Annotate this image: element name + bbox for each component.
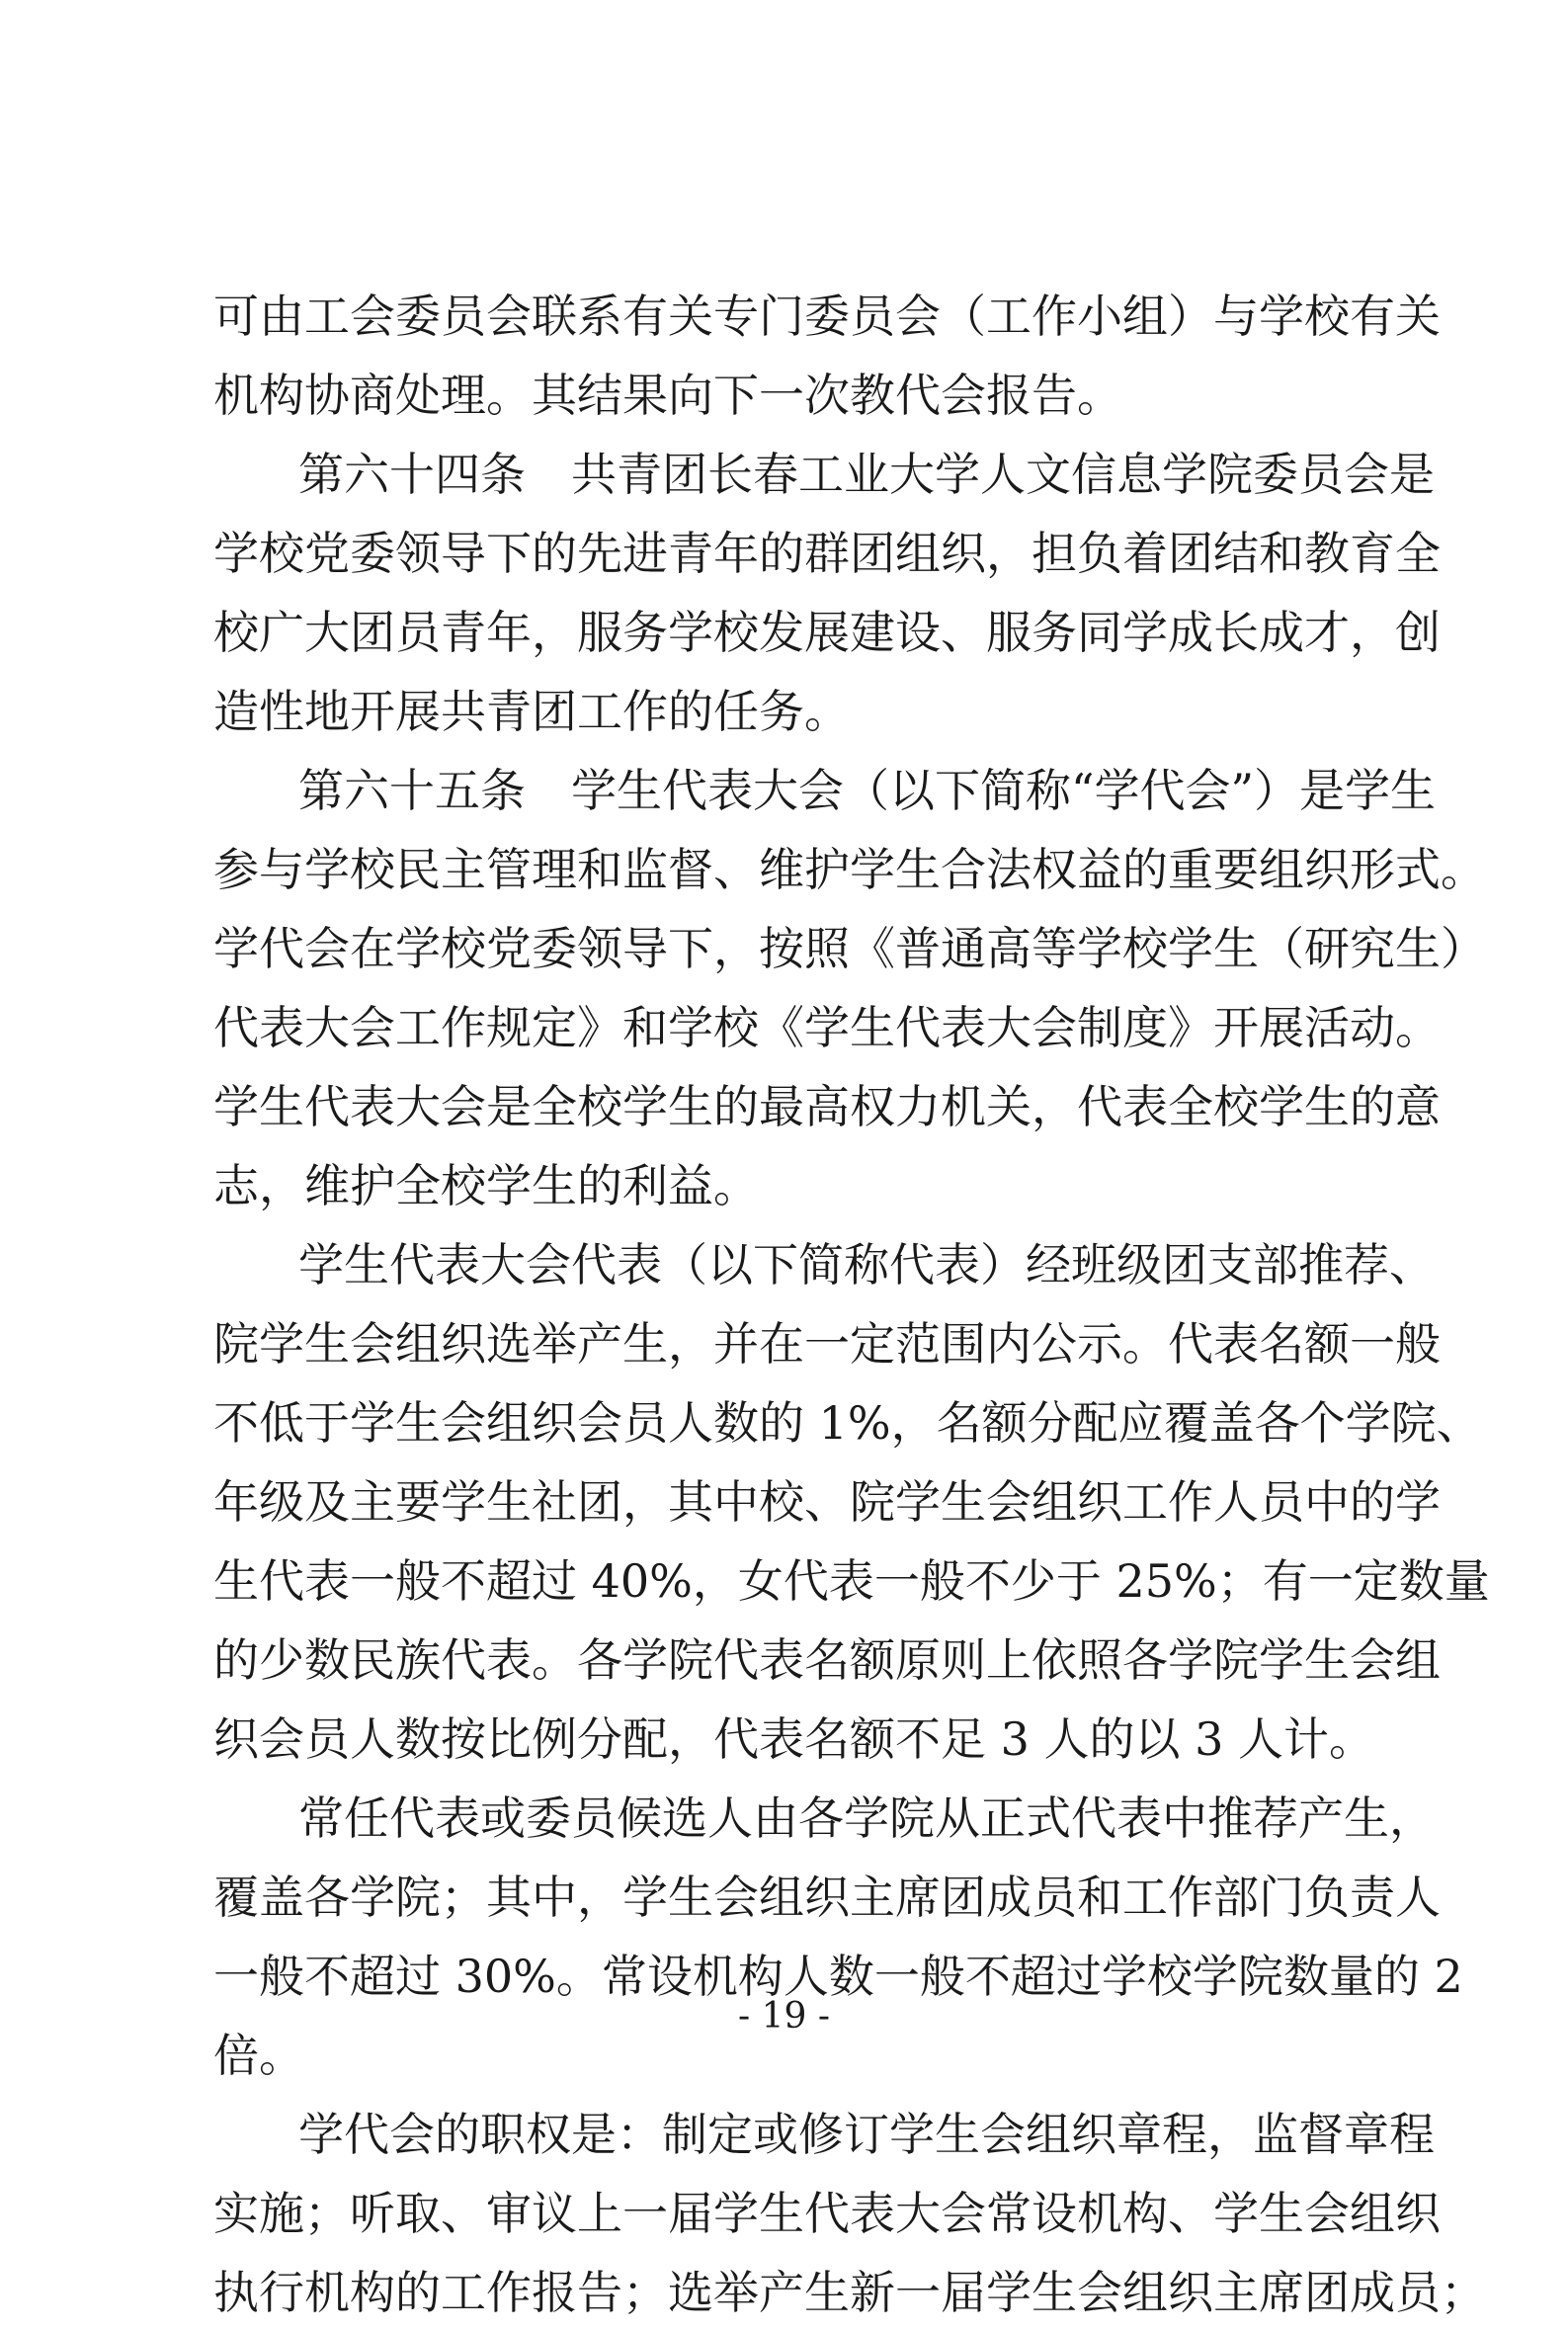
text-line: 生代表一般不超过 40%，女代表一般不少于 25%；有一定数量 (213, 1554, 1490, 1608)
text-line: 覆盖各学院；其中，学生会组织主席团成员和工作部门负责人 (213, 1871, 1441, 1924)
article-64-heading-line: 第六十四条 共青团长春工业大学人文信息学院委员会是 (298, 448, 1435, 501)
text-line: 造性地开展共青团工作的任务。 (213, 685, 850, 738)
text-line: 机构协商处理。其结果向下一次教代会报告。 (213, 369, 1122, 422)
text-line: 可由工会委员会联系有关专门委员会（工作小组）与学校有关 (213, 290, 1441, 343)
text-line: 志，维护全校学生的利益。 (213, 1159, 759, 1212)
text-line: 学生代表大会是全校学生的最高权力机关，代表全校学生的意 (213, 1080, 1441, 1133)
text-line: 学校党委领导下的先进青年的群团组织，担负着团结和教育全 (213, 527, 1441, 580)
text-line: 年级及主要学生社团，其中校、院学生会组织工作人员中的学 (213, 1475, 1441, 1529)
paragraph-start-line: 常任代表或委员候选人由各学院从正式代表中推荐产生， (298, 1791, 1435, 1845)
page-number: - 19 - (737, 1996, 831, 2037)
text-line: 织会员人数按比例分配，代表名额不足 3 人的以 3 人计。 (213, 1712, 1375, 1766)
text-line: 一般不超过 30%。常设机构人数一般不超过学校学院数量的 2 (213, 1950, 1463, 2003)
text-line: 校广大团员青年，服务学校发展建设、服务同学成长成才，创 (213, 606, 1441, 659)
paragraph-start-line: 学生代表大会代表（以下简称代表）经班级团支部推荐、 (298, 1238, 1435, 1291)
text-line: 不低于学生会组织会员人数的 1%，名额分配应覆盖各个学院、 (213, 1396, 1482, 1450)
text-line: 倍。 (213, 2029, 304, 2082)
text-line: 代表大会工作规定》和学校《学生代表大会制度》开展活动。 (213, 1001, 1441, 1054)
text-line: 参与学校民主管理和监督、维护学生合法权益的重要组织形式。 (213, 843, 1486, 896)
text-line: 院学生会组织选举产生，并在一定范围内公示。代表名额一般 (213, 1317, 1441, 1371)
article-65-heading-line: 第六十五条 学生代表大会（以下简称“学代会”）是学生 (298, 764, 1437, 817)
text-line: 实施；听取、审议上一届学生代表大会常设机构、学生会组织 (213, 2187, 1441, 2240)
text-line: 的少数民族代表。各学院代表名额原则上依照各学院学生会组 (213, 1633, 1441, 1687)
text-line: 执行机构的工作报告；选举产生新一届学生会组织主席团成员； (213, 2266, 1486, 2319)
paragraph-start-line: 学代会的职权是：制定或修订学生会组织章程，监督章程 (298, 2108, 1435, 2161)
text-line: 学代会在学校党委领导下，按照《普通高等学校学生（研究生） (213, 922, 1486, 975)
